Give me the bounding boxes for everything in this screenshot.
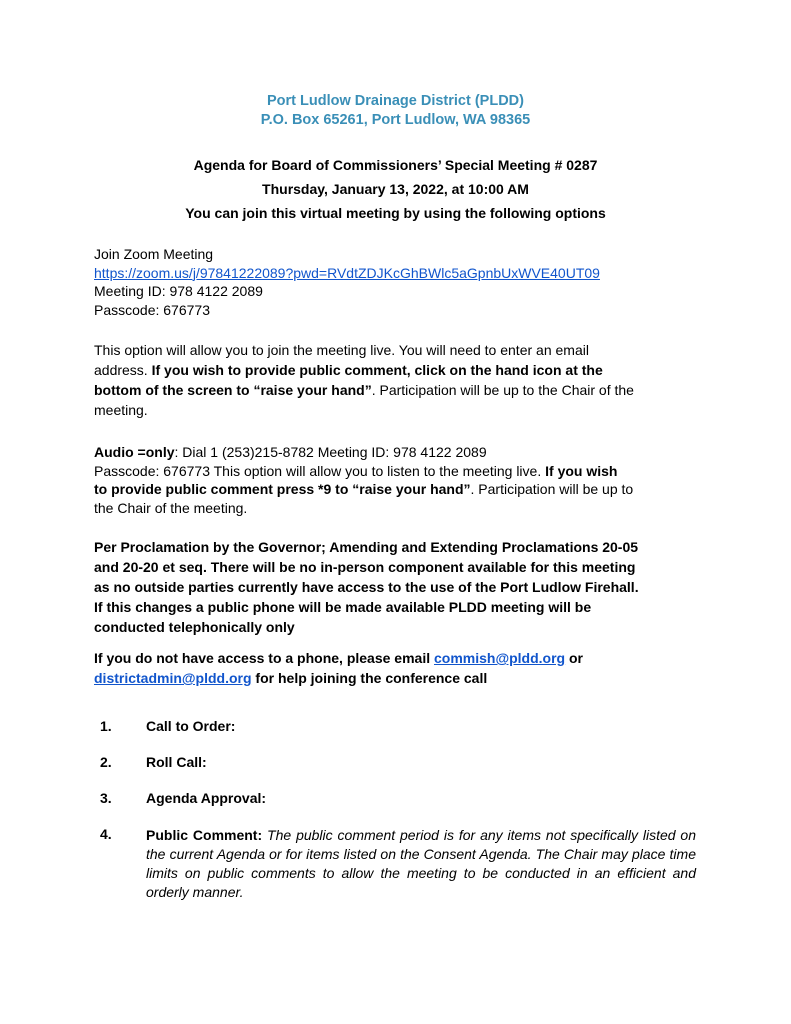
zoom-meeting-id: Meeting ID: 978 4122 2089	[94, 283, 263, 299]
contact-line	[94, 668, 704, 688]
audio-text: Passcode: 676773 This option will allow you to listen to the meeting live.	[94, 462, 546, 479]
contact-paragraph	[94, 648, 704, 688]
live-option-bold: If you wish to provide public comment, click on the hand icon at the	[151, 362, 603, 378]
audio-line: the Chair of the meeting.	[94, 499, 248, 516]
audio-line	[94, 462, 704, 481]
proclamation-line: Per Proclamation by the Governor; Amending and Extending Proclamations 20-05	[94, 539, 639, 555]
contact-text: or	[565, 650, 583, 666]
live-option-text: . Participation will be up to the Chair of the	[371, 382, 634, 398]
proclamation-line: If this changes a public phone will be made available PLDD meeting will be	[94, 599, 592, 615]
contact-text: for help joining the conference call	[251, 670, 488, 686]
live-option-line	[94, 360, 704, 380]
proclamation-line: conducted telephonically only	[94, 619, 295, 635]
agenda-item-number: 2.	[100, 754, 112, 770]
live-option-line: This option will allow you to join the meeting live. You will need to enter an email	[94, 342, 589, 358]
audio-line	[94, 443, 704, 462]
agenda-item-label: Agenda Approval:	[146, 790, 267, 806]
public-comment-text: The public comment period is for any items not specifically listed on the current Agenda or for items listed on the Consent Agenda. The Chair may place time limits on public comments to allow the meeting to be conducted in an efficient and orderly manner.	[146, 827, 697, 900]
audio-text: . Participation will be up to	[470, 481, 634, 497]
zoom-section	[94, 245, 704, 319]
audio-line	[94, 480, 704, 499]
commish-email-link[interactable]: commish@pldd.org	[434, 650, 566, 666]
org-address: P.O. Box 65261, Port Ludlow, WA 98365	[260, 112, 531, 128]
zoom-meeting-link[interactable]: https://zoom.us/j/97841222089?pwd=RVdtZDJKcGhBWlc5aGpnbUxWVE40UT09	[94, 264, 600, 281]
live-option-paragraph	[94, 340, 704, 420]
public-comment-label: Public Comment:	[146, 827, 263, 843]
agenda-item-label: Roll Call:	[146, 754, 207, 770]
audio-paragraph	[94, 443, 704, 517]
zoom-label: Join Zoom Meeting	[94, 246, 214, 262]
live-option-line	[94, 380, 704, 400]
audio-dial-info: : Dial 1 (253)215-8782 Meeting ID: 978 4122 2089	[174, 444, 487, 460]
proclamation-line: and 20-20 et seq. There will be no in-person component available for this meeting	[94, 559, 636, 575]
org-name: Port Ludlow Drainage District (PLDD)	[267, 93, 524, 109]
live-option-line: meeting.	[94, 402, 148, 418]
live-option-bold: bottom of the screen to “raise your hand”	[94, 382, 372, 398]
join-options-heading: You can join this virtual meeting by using the following options	[185, 205, 606, 221]
agenda-title: Agenda for Board of Commissioners’ Special Meeting # 0287	[193, 157, 598, 173]
contact-line	[94, 648, 704, 668]
proclamation-line: as no outside parties currently have access to the use of the Port Ludlow Firehall.	[94, 579, 639, 595]
agenda-item-label: Call to Order:	[146, 718, 236, 734]
meeting-date: Thursday, January 13, 2022, at 10:00 AM	[262, 181, 529, 197]
audio-bold: If you wish	[545, 462, 618, 479]
public-comment-paragraph	[146, 826, 696, 902]
audio-label: Audio =only	[94, 444, 175, 460]
agenda-item-number: 1.	[100, 718, 112, 734]
districtadmin-email-link[interactable]: districtadmin@pldd.org	[94, 670, 252, 686]
agenda-item-number: 4.	[100, 826, 112, 842]
agenda-item-number: 3.	[100, 790, 112, 806]
contact-text: If you do not have access to a phone, please email	[94, 650, 434, 666]
audio-bold: to provide public comment press *9 to “raise your hand”	[94, 481, 471, 497]
live-option-text: address.	[94, 362, 152, 378]
zoom-passcode: Passcode: 676773	[94, 301, 210, 318]
proclamation-paragraph	[94, 537, 704, 637]
